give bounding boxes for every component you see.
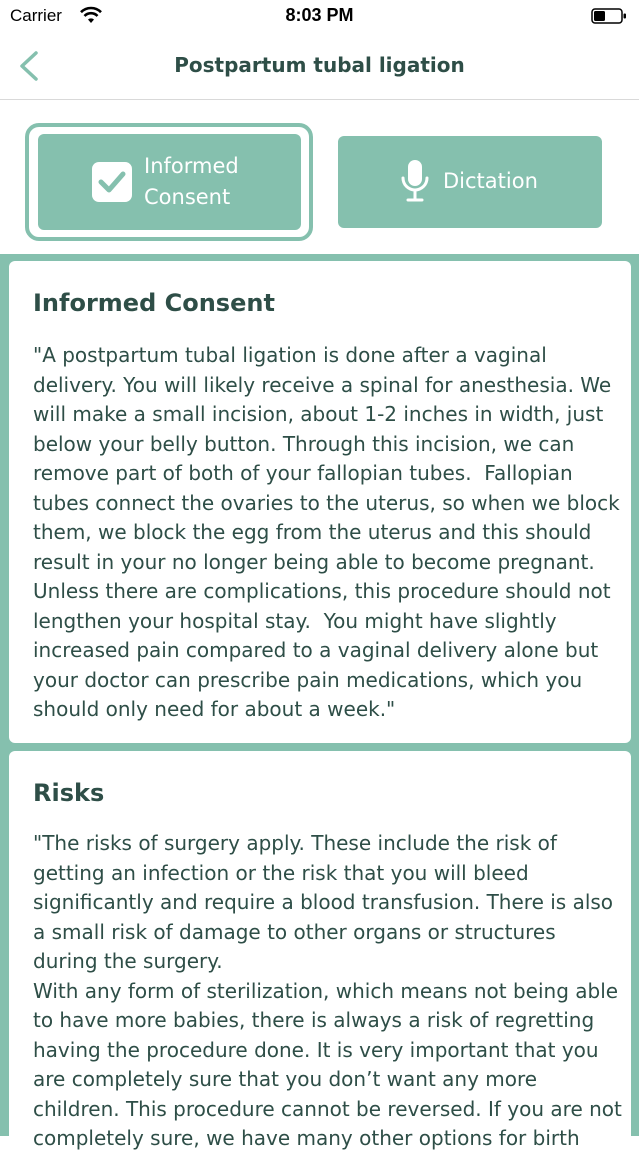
- section-card-risks: [9, 751, 631, 1171]
- carrier-label: Carrier: [10, 6, 62, 25]
- status-time: 8:03 PM: [285, 5, 354, 25]
- tab-dictation[interactable]: [338, 136, 602, 228]
- section-body: "A postpartum tubal ligation is done after a vaginal delivery. You will likely receive a spinal for anesthesia. We will make a small incision, about 1-2 inches in width, just below your belly button. Through this incision, we can remove part of both of your fallopian tubes. Fallopian tubes connect the ovaries to the uterus, so when we block them, we block the egg from the uterus and this should result in your no longer being able to become pregnant. Unless there are complications, this procedure should not lengthen your hospital stay. You might have slightly increased pain compared to a vaginal delivery alone but your doctor can prescribe pain medications, which you should only need for about a week.": [33, 343, 627, 721]
- tab-informed-consent-label: Informed Consent: [144, 154, 239, 209]
- section-body: "The risks of surgery apply. These include the risk of getting an infection or the risk that you will bleed significantly and require a blood transfusion. There is also a small risk of damage to other organs or structures during the surgery. With any form of sterilization, which means not being able to have more babies, there is always a risk of regretting having the procedure done. It is very important that you are completely sure that you don’t want any more children. This procedure cannot be reversed. If you are not completely sure, we have many other options for birth: [33, 831, 622, 1150]
- tab-dictation-label: Dictation: [443, 169, 538, 193]
- tab-informed-consent[interactable]: [38, 134, 301, 230]
- content-scroll-area[interactable]: [0, 254, 639, 1150]
- microphone-icon: [400, 158, 430, 204]
- checkbox-icon: [92, 162, 132, 202]
- section-card-informed-consent: [9, 261, 631, 743]
- section-title: Informed Consent: [33, 289, 275, 317]
- page-title: Postpartum tubal ligation: [174, 53, 465, 77]
- status-bar: [0, 0, 639, 34]
- battery-icon: [591, 7, 627, 25]
- nav-bar: [0, 34, 639, 100]
- section-title: Risks: [33, 779, 105, 807]
